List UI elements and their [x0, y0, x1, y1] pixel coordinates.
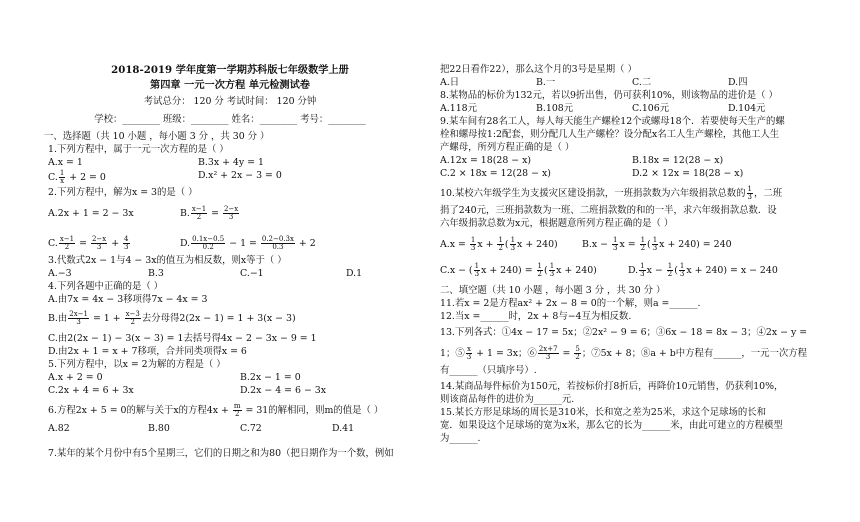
q10-f-n: 1 [747, 185, 753, 193]
q4-b-fraction-1 [68, 311, 89, 326]
q2-stem: 2.下列方程中，解为x = 3的是（ ） [48, 187, 198, 198]
q2-c-fraction-3 [123, 236, 129, 251]
q10-c-pre: C.x − ( [440, 265, 473, 276]
q13-l2-mid: + 1 = 3x；⑥ [473, 348, 537, 359]
q8-option-d: D.104元 [728, 103, 766, 114]
q10-option-d [628, 263, 778, 278]
q10-a-fraction-3 [510, 237, 516, 252]
q15-line-2: 宽．如果设这个足球场的宽为x米，那么它的长为______米，由此可建立的方程模型 [440, 420, 783, 431]
q10-a-f1-n: 1 [470, 236, 476, 244]
q3-option-c: C.−1 [240, 268, 264, 279]
q10-f-d: 3 [747, 193, 753, 201]
q7-option-b: B.一 [536, 77, 556, 88]
q9-line-2: 栓和螺母按1:2配套，则分配几人生产螺栓？设分配x名工人生产螺栓，其他工人生 [440, 129, 780, 140]
q10-b-fraction-1 [612, 237, 618, 252]
q2-d-f1-d: 0.2 [202, 243, 214, 251]
q14-line-2: 则该商品每件的进价为______元. [440, 394, 575, 405]
q10-l1-pre: 10.某校六年级学生为支援灾区建设捐款，一班捐款数为六年级捐款总数的 [440, 188, 746, 199]
q10-b-mid: x = [619, 239, 639, 250]
q13-fraction-2 [538, 346, 559, 361]
q4-stem: 4.下列各题中正确的是（ ） [48, 281, 164, 292]
q10-b-f3-n: 1 [652, 236, 658, 244]
q10-c-f2-d: 2 [537, 270, 543, 278]
q2-b-fraction-1 [191, 206, 207, 221]
q2-d-f1-n: 0.1x−0.5 [192, 235, 225, 243]
q7-line-1: 7.某年的某个月份中有5个星期三，它们的日期之和为80（把日期作为一个数，例如 [48, 448, 394, 459]
q6-stem-post: = 31的解相同，则m的值是（ ） [242, 405, 384, 416]
q13-l2-pre: 1；⑤ [440, 348, 465, 359]
q6-f-d: 2 [234, 410, 240, 418]
q13-f1-d: 3 [466, 353, 472, 361]
q10-b-pre: B.x − [582, 239, 611, 250]
q10-a-end: x + 240) [517, 239, 558, 250]
q4-b-post: 去分母得2(2x − 1) = 1 + 3(x − 3) [141, 313, 296, 324]
q9-option-a: A.12x = 18(28 − x) [440, 155, 532, 166]
q10-d-f1-d: 3 [640, 270, 645, 278]
q1-option-d: D.x² + 2x − 3 = 0 [198, 170, 282, 181]
q1-c-pre: C. [48, 172, 58, 183]
q2-b-mid: = [208, 208, 222, 219]
q5-option-b: B.2x − 1 = 0 [240, 372, 301, 383]
q2-c-f1-n: x−1 [59, 235, 75, 243]
q1-c-fraction [59, 170, 65, 185]
q2-d-f2-d: 0.3 [272, 243, 284, 251]
q9-option-c: C.2 × 18x = 12(28 − x) [440, 168, 551, 179]
q10-c-f3-n: 1 [549, 262, 555, 270]
q8-option-b: B.108元 [536, 103, 574, 114]
q10-b-f1-d: 3 [612, 244, 618, 252]
q2-c-f3-d: 3 [124, 243, 129, 251]
q10-a-pre: A.x = [440, 239, 469, 250]
q6-stem [48, 403, 383, 418]
q2-d-mid: − 1 = [226, 238, 260, 249]
q2-b-fraction-2 [223, 206, 239, 221]
q10-c-fraction-2 [537, 263, 543, 278]
q10-d-f3-n: 1 [679, 262, 685, 270]
q4-b-fraction-2 [125, 311, 141, 326]
q10-c-fraction-1 [474, 263, 480, 278]
q3-option-d: D.1 [346, 268, 363, 279]
q10-option-b [582, 237, 732, 252]
q10-a-mid: x + [477, 239, 497, 250]
q10-d-end: x + 240) = x − 240 [686, 265, 778, 276]
q4-option-c: C.由2(2x − 1) − 3(x − 3) = 1去括号得4x − 2 − 3x − 9 = 1 [48, 333, 317, 344]
q10-a-f2-d: 2 [498, 244, 503, 252]
q10-d-fraction-1 [639, 263, 645, 278]
q4-option-b [48, 311, 296, 326]
q2-option-a: A.2x + 1 = 2 − 3x [48, 208, 134, 219]
q6-option-a: A.82 [48, 423, 70, 434]
q6-fraction [233, 403, 242, 418]
q10-d-post: ( [674, 265, 678, 276]
q8-stem: 8.某物品的标价为132元，若以9折出售，仍可获利10%，则该物品的进价是（ ） [440, 90, 778, 101]
q10-b-f2-n: 1 [640, 236, 646, 244]
q12: 12.当x =______时，2x + 8与−4互为相反数. [440, 311, 632, 322]
q13-l2-post: ；⑦5x + 8；⑧a + b中方程有______，一元一次方程 [581, 348, 808, 359]
q10-b-f3-d: 3 [652, 244, 658, 252]
q10-a-f3-d: 3 [510, 244, 516, 252]
q13-fraction-3 [574, 346, 580, 361]
q10-a-fraction-1 [470, 237, 476, 252]
q13-f1-n: x [466, 345, 471, 353]
q10-a-fraction-2 [497, 237, 503, 252]
q13-fraction-1 [466, 346, 472, 361]
q2-c-f2-n: 2−x [91, 235, 107, 243]
q10-b-f1-n: 1 [612, 236, 618, 244]
q2-c-f1-d: 2 [64, 243, 70, 251]
q15-line-3: 为______. [440, 433, 481, 444]
q10-c-f1-n: 1 [474, 262, 480, 270]
q10-a-f1-d: 3 [470, 244, 476, 252]
q10-c-f2-n: 1 [537, 262, 543, 270]
q10-c-post: ( [544, 265, 548, 276]
q2-c-fraction-1 [59, 236, 75, 251]
q5-option-a: A.x + 2 = 0 [48, 372, 103, 383]
q10-d-pre: D. [628, 265, 639, 276]
q10-c-f3-d: 3 [549, 270, 555, 278]
q10-d-f3-d: 3 [679, 270, 685, 278]
q2-d-fraction-1 [191, 236, 225, 251]
q2-d-post: + 2 [295, 238, 316, 249]
section-choice-heading: 一、选择题（共 10 小题 ，每小题 3 分 ，共 30 分 ） [44, 131, 270, 142]
q2-d-f2-n: 0.2−0.3x [261, 235, 294, 243]
q4-b-f1-d: 3 [76, 318, 81, 326]
q13-f3-d: 2 [575, 353, 580, 361]
q4-b-f1-n: 2x−1 [69, 310, 88, 318]
q2-b-f2-d: 3 [228, 213, 234, 221]
q4-option-a: A.由7x = 4x − 3移项得7x − 4x = 3 [48, 294, 208, 305]
q6-option-b: B.80 [148, 423, 170, 434]
q4-b-pre: B.由 [48, 313, 68, 324]
q9-option-b: B.18x = 12(28 − x) [632, 155, 724, 166]
q9-line-3: 产螺母，所列方程正确的是（ ） [440, 142, 575, 153]
q6-option-d: D.41 [332, 423, 355, 434]
q1-c-denominator: x [60, 177, 65, 185]
q5-stem: 5.下列方程中，以x = 2为解的方程是（ ） [48, 359, 226, 370]
q2-c-f3-n: 4 [124, 235, 129, 243]
q10-d-f1-n: 1 [640, 262, 645, 270]
q5-option-c: C.2x + 4 = 6 + 3x [48, 385, 134, 396]
q10-line-2: 捐了240元，三班捐款数为一班、二班捐款数的和的一半，求六年级捐款总数．设 [440, 205, 777, 216]
exam-title: 2018-2019 学年度第一学期苏科版七年级数学上册 [111, 64, 349, 76]
q2-b-f2-n: 2−x [223, 205, 239, 213]
q7-option-a: A.日 [440, 77, 460, 88]
q2-b-pre: B. [180, 208, 190, 219]
q9-option-d: D.2 × 12x = 18(28 − x) [632, 168, 744, 179]
q3-option-a: A.−3 [48, 268, 72, 279]
student-info: 学校：________ 班级：________ 姓名：________ 考号：________ [94, 114, 366, 125]
q13-f2-n: 2x+7 [538, 345, 558, 353]
q3-stem: 3.代数式2x − 1与4 − 3x的值互为相反数，则x等于（ ） [48, 255, 287, 266]
q2-b-f1-d: 2 [196, 213, 202, 221]
q10-c-mid: x + 240) = [481, 265, 536, 276]
exam-info: 考试总分： 120 分 考试时间： 120 分钟 [143, 96, 317, 107]
q10-a-post: ( [504, 239, 509, 250]
q10-b-fraction-3 [652, 237, 658, 252]
q10-line-1 [440, 186, 782, 201]
q10-option-a [440, 237, 558, 252]
q2-d-fraction-2 [261, 236, 295, 251]
q8-option-a: A.118元 [440, 103, 478, 114]
q9-line-1: 9.某车间有28名工人，每人每天能生产螺栓12个或螺母18个．若要使每天生产的螺 [440, 116, 785, 127]
q7-line-2: 把22日看作22），那么这个月的3号是星期（ ） [440, 64, 637, 75]
q8-option-c: C.106元 [632, 103, 670, 114]
q2-option-c [48, 236, 131, 251]
q2-option-b [180, 206, 240, 221]
q10-c-fraction-3 [549, 263, 555, 278]
q6-option-c: C.72 [240, 423, 262, 434]
q10-option-c [440, 263, 597, 278]
q10-d-f2-n: 1 [667, 262, 673, 270]
q7-option-c: C.二 [632, 77, 652, 88]
q1-option-a: A.x = 1 [48, 157, 83, 168]
q1-c-post: + 2 = 0 [66, 172, 106, 183]
q1-option-b: B.3x + 4y = 1 [198, 157, 264, 168]
q2-c-mid1: = [76, 238, 90, 249]
q10-b-fraction-2 [640, 237, 646, 252]
section-fill-heading: 二、填空题（共 10 小题 ，每小题 3 分 ，共 30 分 ） [440, 285, 666, 296]
q1-c-numerator: 1 [59, 169, 65, 177]
q10-a-f3-n: 1 [510, 236, 516, 244]
q1-option-c [48, 170, 106, 185]
q13-f2-d: 3 [545, 353, 551, 361]
q11: 11.若x = 2是方程ax² + 2x − 8 = 0的一个解，则a =______. [440, 298, 701, 309]
q2-c-fraction-2 [91, 236, 107, 251]
q13-line-3: 有______（只填序号）. [440, 365, 537, 376]
q10-line-3: 六年级捐款总数为x元，根据题意所列方程正确的是（ ） [440, 218, 674, 229]
q1-stem: 1.下列方程中，属于一元一次方程的是（ ） [48, 144, 229, 155]
q10-c-f1-d: 3 [474, 270, 480, 278]
q5-option-d: D.2x − 4 = 6 − 3x [240, 385, 327, 396]
q10-d-fraction-2 [667, 263, 673, 278]
q4-b-mid: = 1 + [89, 313, 124, 324]
q2-option-d [180, 236, 316, 251]
q10-b-end: x + 240) = 240 [659, 239, 732, 250]
q6-f-n: m [233, 402, 241, 410]
q13-l2-mid2: = [559, 348, 574, 359]
q10-l1-post: ，二班 [754, 188, 783, 199]
q6-stem-pre: 6.方程2x + 5 = 0的解与关于x的方程4x + [48, 405, 232, 416]
q10-a-f2-n: 1 [498, 236, 503, 244]
q15-line-1: 15.某长方形足球场的周长是310米，长和宽之差为25米，求这个足球场的长和 [440, 407, 766, 418]
q10-fraction [747, 186, 753, 201]
q2-c-f2-d: 3 [96, 243, 102, 251]
q4-option-d: D.由2x + 1 = x + 7移项，合并同类项得x = 6 [48, 346, 247, 357]
q13-f3-n: 5 [575, 345, 580, 353]
q13-line-1: 13.下列各式：①4x − 17 = 5x；②2x² − 9 = 6；③6x − 18 = 8x − 3；④2x − y = [440, 327, 808, 338]
exam-subtitle: 第四章 一元一次方程 单元检测试卷 [150, 79, 310, 91]
q3-option-b: B.3 [148, 268, 164, 279]
q7-option-d: D.四 [728, 77, 748, 88]
q10-d-mid: x − [646, 265, 666, 276]
q10-b-post: ( [647, 239, 651, 250]
q4-b-f2-d: 2 [130, 318, 135, 326]
q2-c-mid2: + [108, 238, 123, 249]
q10-d-f2-d: 2 [667, 270, 673, 278]
q4-b-f2-n: x−3 [125, 310, 140, 318]
q10-d-fraction-3 [679, 263, 685, 278]
q13-line-2 [440, 346, 807, 361]
q14-line-1: 14.某商品每件标价为150元，若按标价打8折后，再降价10元销售，仍获利10%， [440, 381, 784, 392]
q10-c-end: x + 240) [556, 265, 597, 276]
q10-b-f2-d: 2 [640, 244, 646, 252]
q2-b-f1-n: x−1 [191, 205, 207, 213]
q2-d-pre: D. [180, 238, 191, 249]
q2-c-pre: C. [48, 238, 58, 249]
